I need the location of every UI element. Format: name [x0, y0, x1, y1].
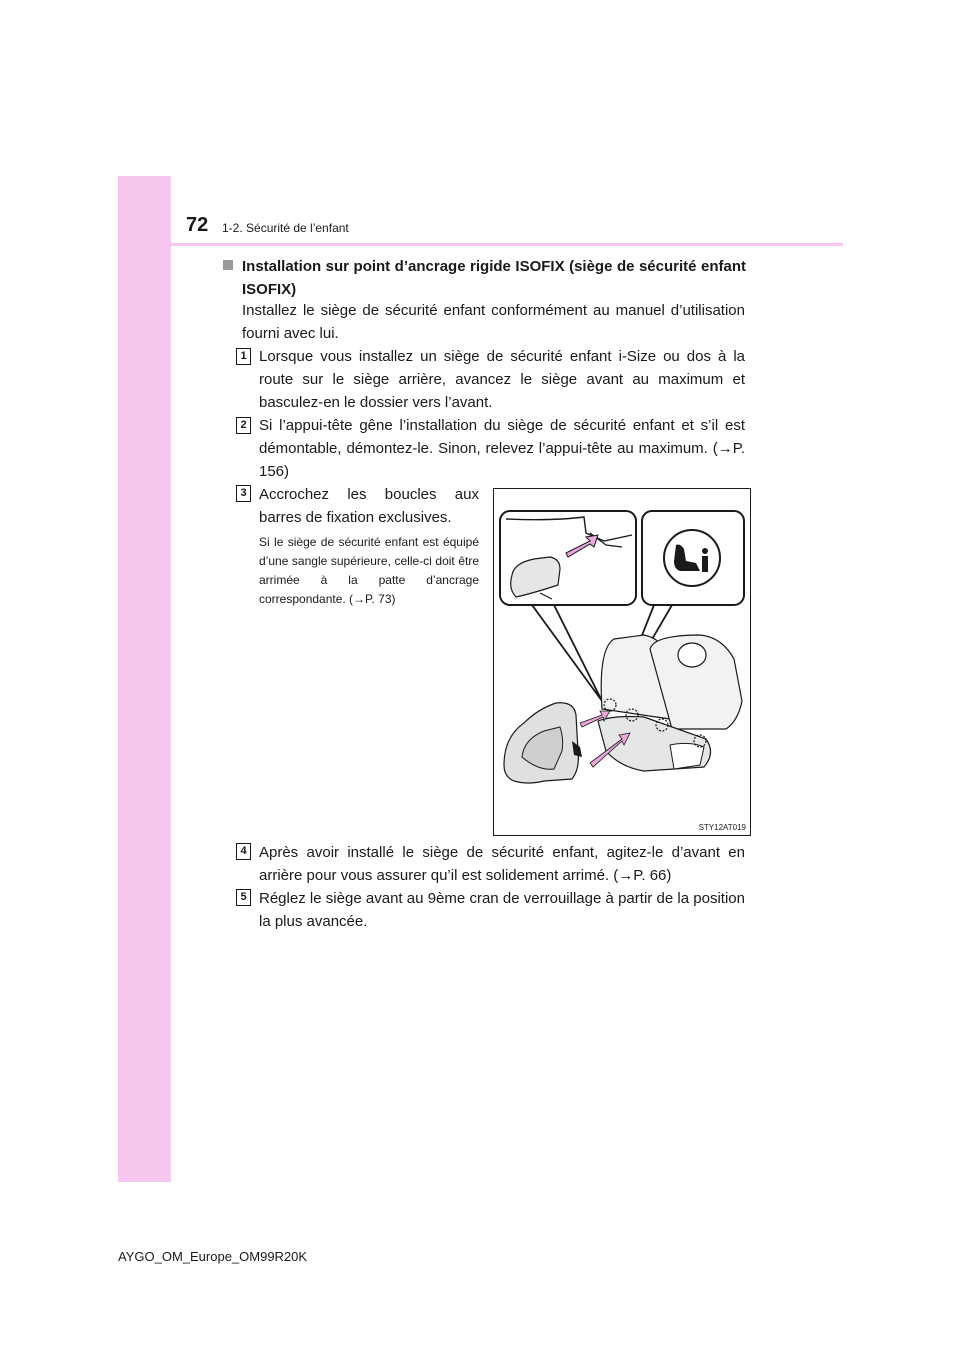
- square-bullet-icon: [223, 260, 233, 270]
- section-title: 1-2. Sécurité de l’enfant: [222, 221, 349, 235]
- step-3-text: Accrochez les boucles aux barres de fixation exclusives.: [259, 486, 479, 526]
- step-2-text: Si l’appui-tête gêne l’installation du siège de sécurité enfant et s’il est démontable, démontez-le. Sinon, relevez l’appui-tête au maximum. (→P. 156): [259, 417, 745, 480]
- step-number-3: 3: [236, 485, 251, 502]
- step-5-text: Réglez le siège avant au 9ème cran de verrouillage à partir de la position la plus avancée.: [259, 890, 745, 930]
- step-number-2: 2: [236, 417, 251, 434]
- subsection-heading-text: Installation sur point d’ancrage rigide ISOFIX (siège de sécurité enfant ISOFIX): [242, 258, 746, 298]
- page-number: 72: [186, 214, 209, 236]
- step-number-5: 5: [236, 889, 251, 906]
- figure-code: STY12AT019: [698, 823, 746, 832]
- step-number-4: 4: [236, 843, 251, 860]
- side-tab: [118, 176, 171, 1182]
- document-footer: AYGO_OM_Europe_OM99R20K: [118, 1249, 308, 1264]
- step-4-text: Après avoir installé le siège de sécurité enfant, agitez-le d’avant en arrière pour vous assurer qu’il est solidement arrimé. (→P. 66): [259, 844, 745, 884]
- header-rule: [171, 243, 843, 246]
- step-number-1: 1: [236, 348, 251, 365]
- step-3-note: Si le siège de sécurité enfant est équipé d’une sangle supérieure, celle-ci doit être arrimée à la patte d’ancrage correspondante. (→P. 73): [259, 535, 479, 606]
- subsection-heading: [223, 255, 746, 301]
- step-1-text: Lorsque vous installez un siège de sécurité enfant i-Size ou dos à la route sur le siège arrière, avancez le siège avant au maximum et basculez-en le dossier vers l’avant.: [259, 348, 745, 411]
- isofix-illustration: [493, 488, 751, 836]
- intro-paragraph: Installez le siège de sécurité enfant conformément au manuel d’utilisation fourni avec lui.: [242, 302, 745, 342]
